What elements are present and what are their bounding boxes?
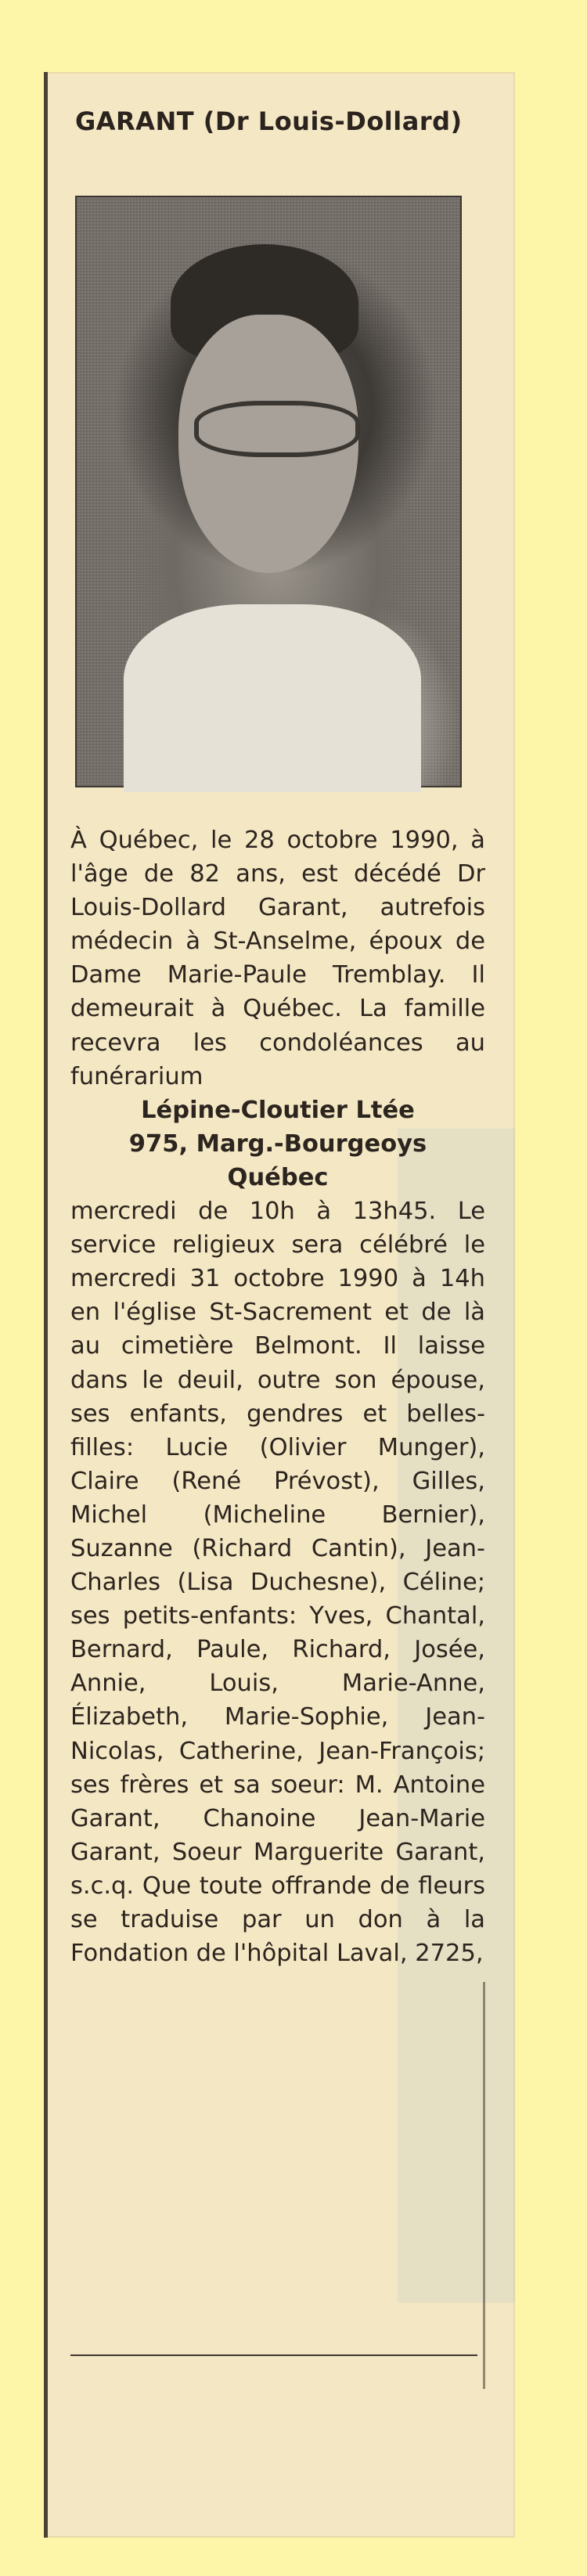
obituary-body (70, 823, 485, 1970)
column-divider (70, 2354, 477, 2356)
funeral-home-street: 975, Marg.-Bourgeoys (128, 1129, 427, 1158)
right-column-rule (483, 1982, 485, 2389)
funeral-home-city: Québec (227, 1163, 329, 1191)
left-column-rule (44, 72, 48, 2538)
obituary-paragraph-1: À Québec, le 28 octobre 1990, à l'âge de 82 ans, est décédé Dr Louis-Dollard Garant, autrefois médecin à St-Anselme, époux de Dame Marie-Paule Tremblay. Il demeurait à Québec. La famille recevra les condoléances au funérarium (70, 827, 485, 1090)
photo-collar (124, 604, 421, 792)
obituary-clipping (44, 72, 515, 2538)
portrait-photo (75, 196, 462, 787)
obituary-heading: GARANT (Dr Louis-Dollard) (75, 106, 463, 136)
obituary-paragraph-2: mercredi de 10h à 13h45. Le service religieux sera célébré le mercredi 31 octobre 1990 à 14h en l'église St-Sacrement et de là au cimetière Belmont. Il laisse dans le deuil, outre son épouse, ses enfants, gendres et belles-filles: Lucie (Olivier Munger), Claire (René Prévost), Gilles, Michel (Micheline Bernier), Suzanne (Richard Cantin), Jean-Charles (Lisa Duchesne), Céline; ses petits-enfants: Yves, Chantal, Bernard, Paule, Richard, Josée, Annie, Louis, Marie-Anne, Élizabeth, Marie-Sophie, Jean-Nicolas, Catherine, Jean-François; ses frères et sa soeur: M. Antoine Garant, Chanoine Jean-Marie Garant, Soeur Marguerite Garant, s.c.q. Que toute offrande de fleurs se traduise par un don à la Fondation de l'hôpital Laval, 2725, (70, 1198, 485, 1968)
photo-glasses (194, 401, 360, 457)
funeral-home-name: Lépine-Cloutier Ltée (141, 1096, 415, 1124)
